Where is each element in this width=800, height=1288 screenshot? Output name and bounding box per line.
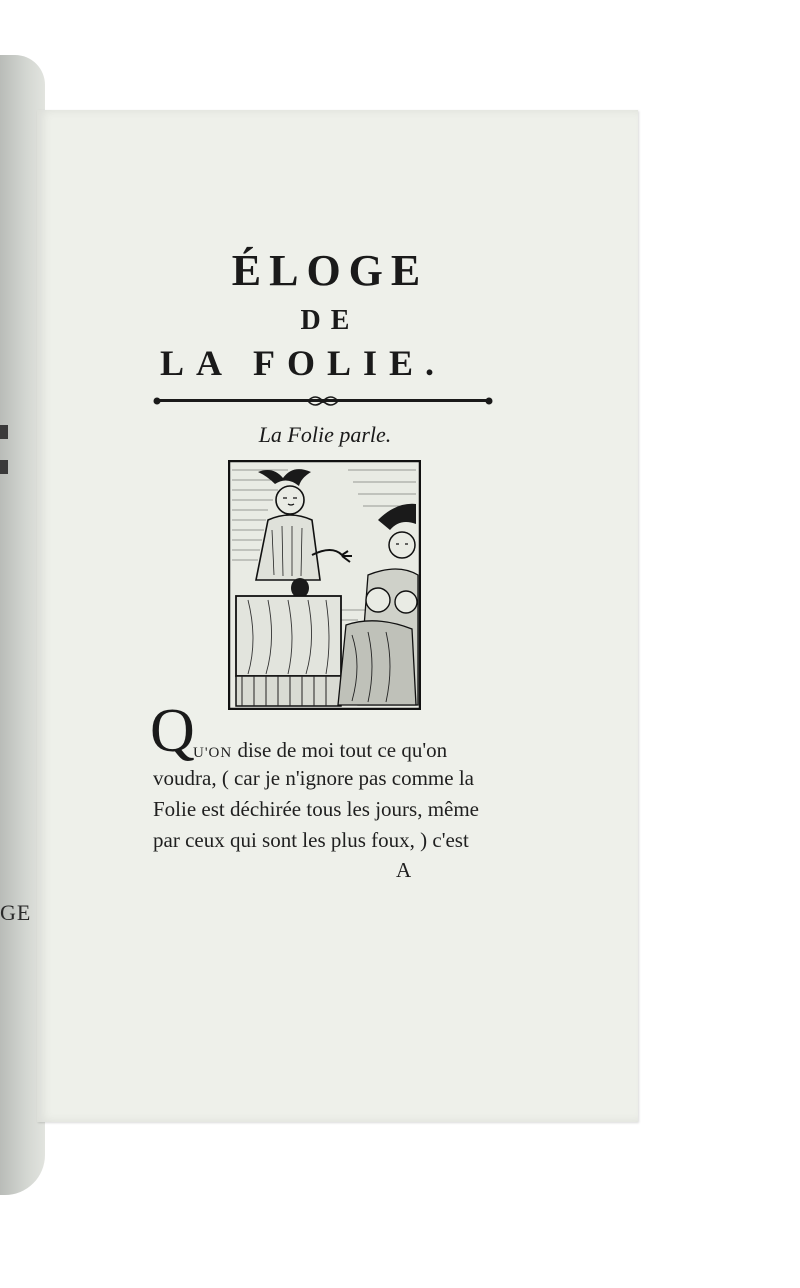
facing-page-text-fragment: GE	[0, 900, 32, 925]
title-line-1: ÉLOGE	[231, 246, 429, 295]
chapter-subtitle: La Folie parle.	[258, 422, 392, 447]
title-line-3: LA FOLIE.	[160, 343, 447, 383]
ornamental-rule	[153, 393, 493, 409]
body-line-1-text: dise de moi tout ce qu'on	[232, 738, 448, 762]
body-line-2: voudra, ( car je n'ignore pas comme la	[153, 766, 474, 790]
body-line-4: par ceux qui sont les plus foux, ) c'est	[153, 828, 469, 852]
ink-mark	[0, 460, 8, 474]
woodcut-illustration	[228, 460, 421, 710]
signature-mark: A	[396, 858, 412, 882]
body-line-3: Folie est déchirée tous les jours, même	[153, 797, 480, 821]
drop-cap: Q	[150, 697, 195, 765]
title-line-2: DE	[300, 305, 360, 336]
body-line-1	[193, 738, 447, 763]
body-line-1-smallcaps: U'ON	[193, 745, 233, 761]
